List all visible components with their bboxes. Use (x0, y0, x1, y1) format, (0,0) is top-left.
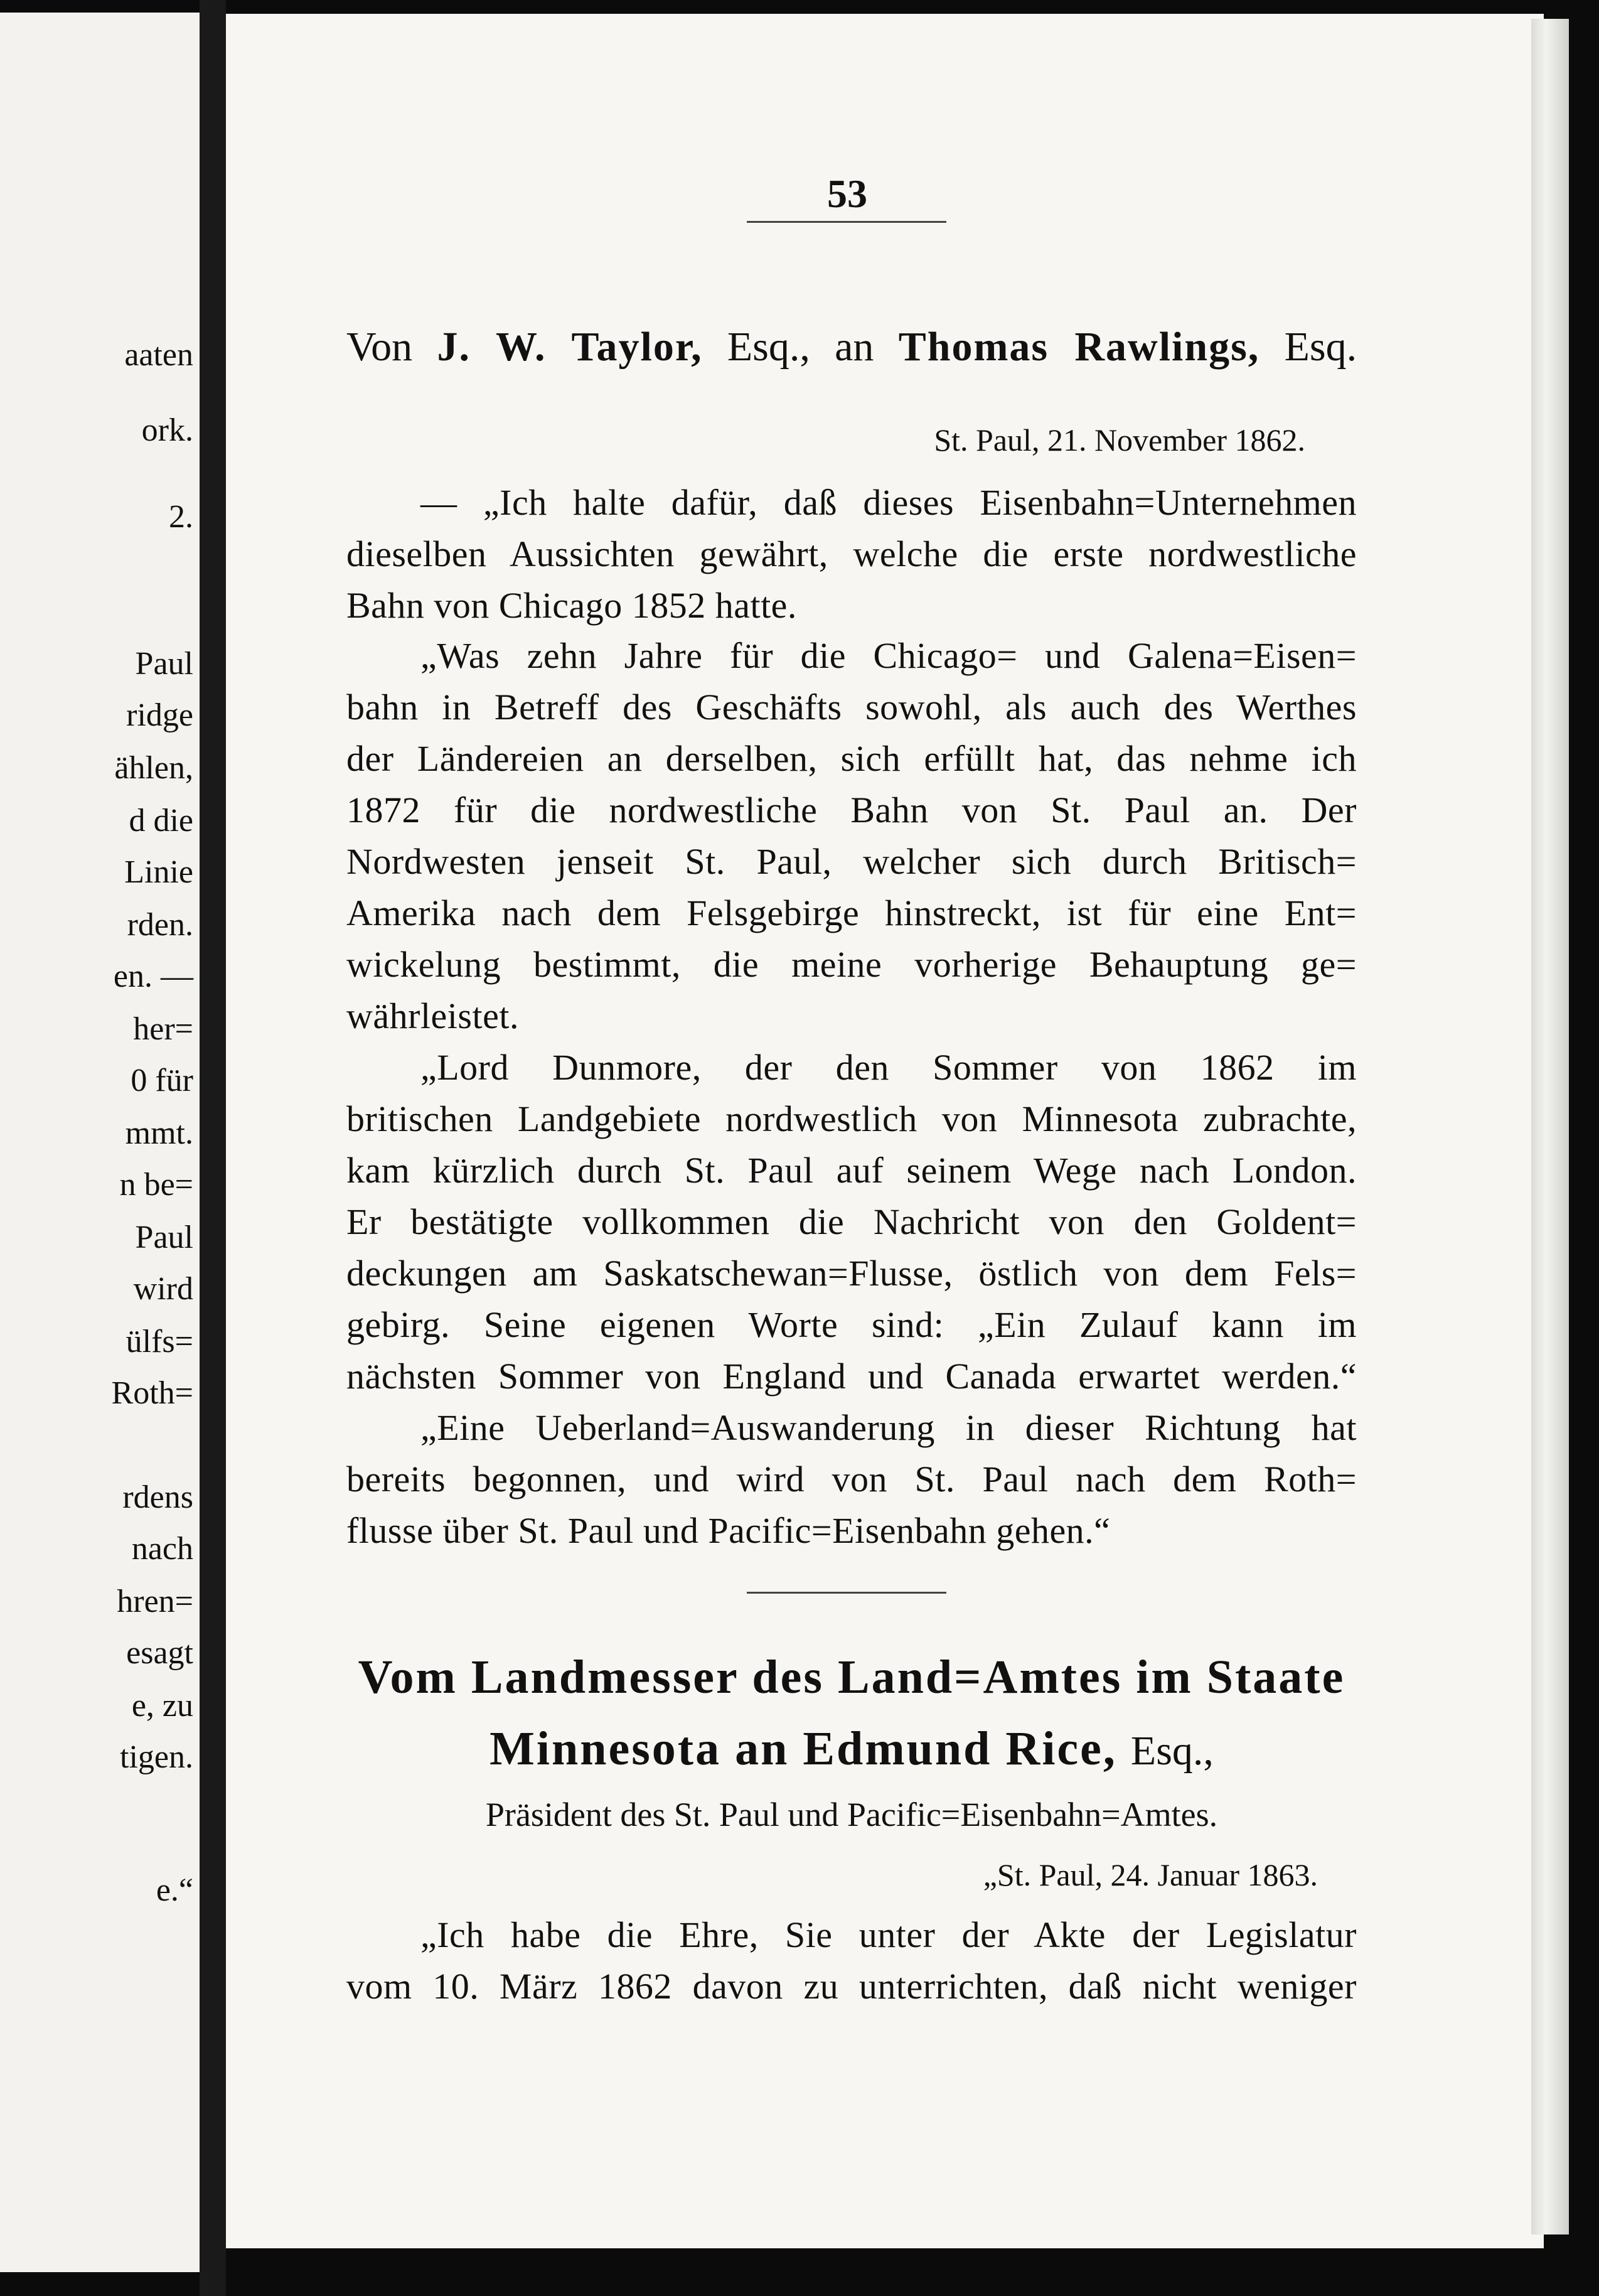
body-line: bereits begonnen, und wird von St. Paul nach dem Roth= (346, 1459, 1357, 1499)
body-line: der Ländereien an derselben, sich erfüllt hat, das nehme ich (346, 738, 1357, 779)
left-page-line: nach (131, 1531, 193, 1567)
book-gutter (200, 0, 226, 2296)
left-page-line: mmt. (125, 1115, 193, 1151)
left-page-line: Roth= (111, 1375, 193, 1411)
recipient-name: Thomas Rawlings, (898, 324, 1260, 370)
sender-name: J. W. Taylor, (437, 324, 703, 370)
body-line: währleistet. (346, 995, 519, 1036)
body-line: Bahn von Chicago 1852 hatte. (346, 585, 797, 626)
body-line: „Lord Dunmore, der den Sommer von 1862 im (420, 1047, 1357, 1088)
body-line: nächsten Sommer von England und Canada erwartet werden.“ (346, 1356, 1357, 1397)
left-page-line: ork. (141, 412, 193, 448)
letter2-heading-line2 (346, 1722, 1357, 1775)
top-rule (747, 221, 946, 223)
letter2-date: „St. Paul, 24. Januar 1863. (983, 1857, 1318, 1892)
body-line: „Ich habe die Ehre, Sie unter der Akte der Legislatur (420, 1914, 1357, 1955)
heading-name: Minnesota an Edmund Rice, (489, 1722, 1117, 1775)
left-page-line: aaten (124, 337, 193, 373)
body-line: bahn in Betreff des Geschäfts sowohl, als auch des Werthes (346, 687, 1357, 727)
body-line: — „Ich halte dafür, daß dieses Eisenbahn=Unternehmen (420, 482, 1357, 523)
heading-prefix: Von (346, 324, 413, 370)
body-line: „Was zehn Jahre für die Chicago= und Galena=Eisen= (420, 635, 1357, 676)
body-line: Nordwesten jenseit St. Paul, welcher sich durch Britisch= (346, 841, 1357, 882)
page-edge (1531, 19, 1569, 2234)
left-page-line: ählen, (114, 750, 193, 786)
left-page-line: hren= (117, 1584, 193, 1619)
left-page-line: rden. (127, 907, 193, 943)
left-page-line: Paul (135, 646, 193, 682)
left-page-line: Paul (135, 1220, 193, 1255)
letter1-date: St. Paul, 21. November 1862. (934, 422, 1305, 458)
left-page-line: her= (133, 1011, 193, 1047)
left-page-line: 2. (169, 499, 193, 535)
left-page-line: en. — (113, 958, 193, 994)
body-line: flusse über St. Paul und Pacific=Eisenbahn gehen.“ (346, 1510, 1111, 1551)
heading-esq: Esq. (1284, 324, 1357, 370)
left-page-line: e, zu (131, 1688, 193, 1724)
body-line: 1872 für die nordwestliche Bahn von St. Paul an. Der (346, 790, 1357, 830)
body-line: dieselben Aussichten gewährt, welche die erste nordwestliche (346, 534, 1357, 574)
page-number: 53 (827, 171, 867, 216)
body-line: kam kürzlich durch St. Paul auf seinem Wege nach London. (346, 1150, 1357, 1191)
left-page-line: e.“ (156, 1872, 193, 1908)
section-rule (747, 1592, 946, 1594)
letter2-heading-line1: Vom Landmesser des Land=Amtes im Staate (358, 1651, 1345, 1703)
left-page-line: ridge (126, 697, 193, 733)
left-page-line: Linie (124, 854, 193, 890)
body-line: Er bestätigte vollkommen die Nachricht von den Goldent= (346, 1201, 1357, 1242)
body-line: wickelung bestimmt, die meine vorherige Behauptung ge= (346, 944, 1357, 985)
letter2-subtitle: Präsident des St. Paul und Pacific=Eisenbahn=Amtes. (485, 1796, 1218, 1833)
left-page-line: esagt (126, 1635, 193, 1671)
body-line: Amerika nach dem Felsgebirge hinstreckt, ist für eine Ent= (346, 893, 1357, 933)
body-line: deckungen am Saskatschewan=Flusse, östlich von dem Fels= (346, 1253, 1357, 1294)
left-page-line: wird (133, 1271, 193, 1307)
body-line: gebirg. Seine eigenen Worte sind: „Ein Zulauf kann im (346, 1304, 1357, 1345)
left-facing-page (0, 13, 200, 2272)
body-line: vom 10. März 1862 davon zu unterrichten, daß nicht weniger (346, 1966, 1357, 2007)
body-line: britischen Landgebiete nordwestlich von Minnesota zubrachte, (346, 1098, 1357, 1139)
left-page-line: d die (129, 803, 193, 839)
heading-esq: Esq., an (727, 324, 874, 370)
left-page-line: tigen. (120, 1739, 193, 1775)
left-page-line: n be= (119, 1167, 193, 1203)
letter1-heading (346, 326, 1357, 368)
heading-esq: Esq., (1130, 1728, 1214, 1774)
left-page-line: 0 für (131, 1063, 193, 1098)
left-page-line: rdens (122, 1479, 193, 1515)
left-page-line: ülfs= (126, 1324, 193, 1360)
body-line: „Eine Ueberland=Auswanderung in dieser Richtung hat (420, 1407, 1357, 1448)
